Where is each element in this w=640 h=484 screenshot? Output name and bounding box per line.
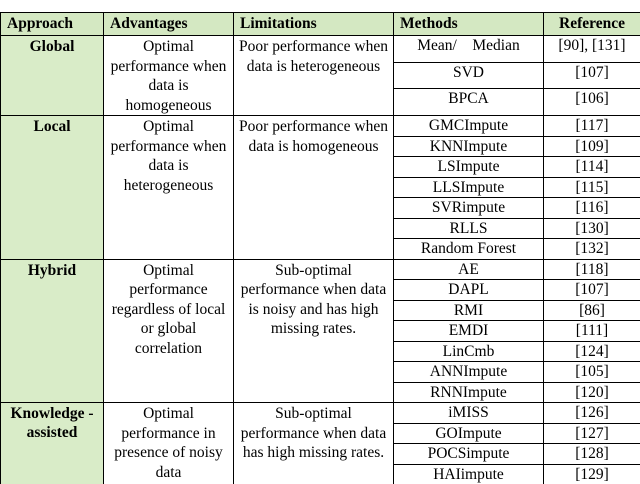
reference-cell: [86] [544, 300, 640, 321]
reference-cell: [105] [544, 362, 640, 383]
method-cell: GOImpute [394, 423, 544, 444]
reference-cell: [116] [544, 198, 640, 219]
method-cell: RMI [394, 300, 544, 321]
advantages-cell: Optimal performance in presence of noisy data [104, 403, 234, 484]
method-cell: AE [394, 259, 544, 280]
method-cell: GMCImpute [394, 116, 544, 137]
header-reference: Reference [544, 13, 640, 36]
method-cell: ANNImpute [394, 362, 544, 383]
reference-cell: [130] [544, 218, 640, 239]
imputation-approaches-table [0, 12, 640, 484]
approach-cell: Local [1, 116, 104, 260]
reference-cell: [117] [544, 116, 640, 137]
reference-cell: [127] [544, 423, 640, 444]
reference-cell: [128] [544, 444, 640, 465]
reference-cell: [120] [544, 382, 640, 403]
method-cell: RNNImpute [394, 382, 544, 403]
header-row [1, 13, 640, 36]
approach-cell: Global [1, 36, 104, 116]
reference-cell: [107] [544, 280, 640, 301]
method-cell: EMDI [394, 321, 544, 342]
reference-cell: [129] [544, 464, 640, 484]
advantages-cell: Optimal performance regardless of local or global correlation [104, 259, 234, 403]
reference-cell: [106] [544, 89, 640, 116]
method-cell: Mean/ Median [394, 36, 544, 63]
method-cell: Random Forest [394, 239, 544, 260]
method-cell: LSImpute [394, 157, 544, 178]
reference-cell: [118] [544, 259, 640, 280]
header-approach: Approach [1, 13, 104, 36]
limitations-cell: Sub-optimal performance when data is noisy and has high missing rates. [234, 259, 394, 403]
reference-cell: [124] [544, 341, 640, 362]
table-row [1, 403, 640, 424]
limitations-cell: Poor performance when data is homogeneous [234, 116, 394, 260]
method-cell: LLSImpute [394, 177, 544, 198]
reference-cell: [132] [544, 239, 640, 260]
advantages-cell: Optimal performance when data is heterogeneous [104, 116, 234, 260]
reference-cell: [109] [544, 136, 640, 157]
method-cell: KNNImpute [394, 136, 544, 157]
reference-cell: [107] [544, 62, 640, 89]
method-cell: LinCmb [394, 341, 544, 362]
table-row [1, 36, 640, 63]
method-cell: HAIimpute [394, 464, 544, 484]
method-cell: iMISS [394, 403, 544, 424]
reference-cell: [90], [131] [544, 36, 640, 63]
table-body [1, 36, 640, 484]
reference-cell: [114] [544, 157, 640, 178]
reference-cell: [111] [544, 321, 640, 342]
limitations-cell: Sub-optimal performance when data has high missing rates. [234, 403, 394, 484]
table-row [1, 259, 640, 280]
header-limitations: Limitations [234, 13, 394, 36]
reference-cell: [126] [544, 403, 640, 424]
method-cell: DAPL [394, 280, 544, 301]
approach-cell: Hybrid [1, 259, 104, 403]
method-cell: RLLS [394, 218, 544, 239]
method-cell: SVRimpute [394, 198, 544, 219]
method-cell: BPCA [394, 89, 544, 116]
advantages-cell: Optimal performance when data is homogeneous [104, 36, 234, 116]
reference-cell: [115] [544, 177, 640, 198]
method-cell: POCSimpute [394, 444, 544, 465]
approach-cell: Knowledge -assisted [1, 403, 104, 484]
header-advantages: Advantages [104, 13, 234, 36]
header-methods: Methods [394, 13, 544, 36]
method-cell: SVD [394, 62, 544, 89]
limitations-cell: Poor performance when data is heterogeneous [234, 36, 394, 116]
table-row [1, 116, 640, 137]
